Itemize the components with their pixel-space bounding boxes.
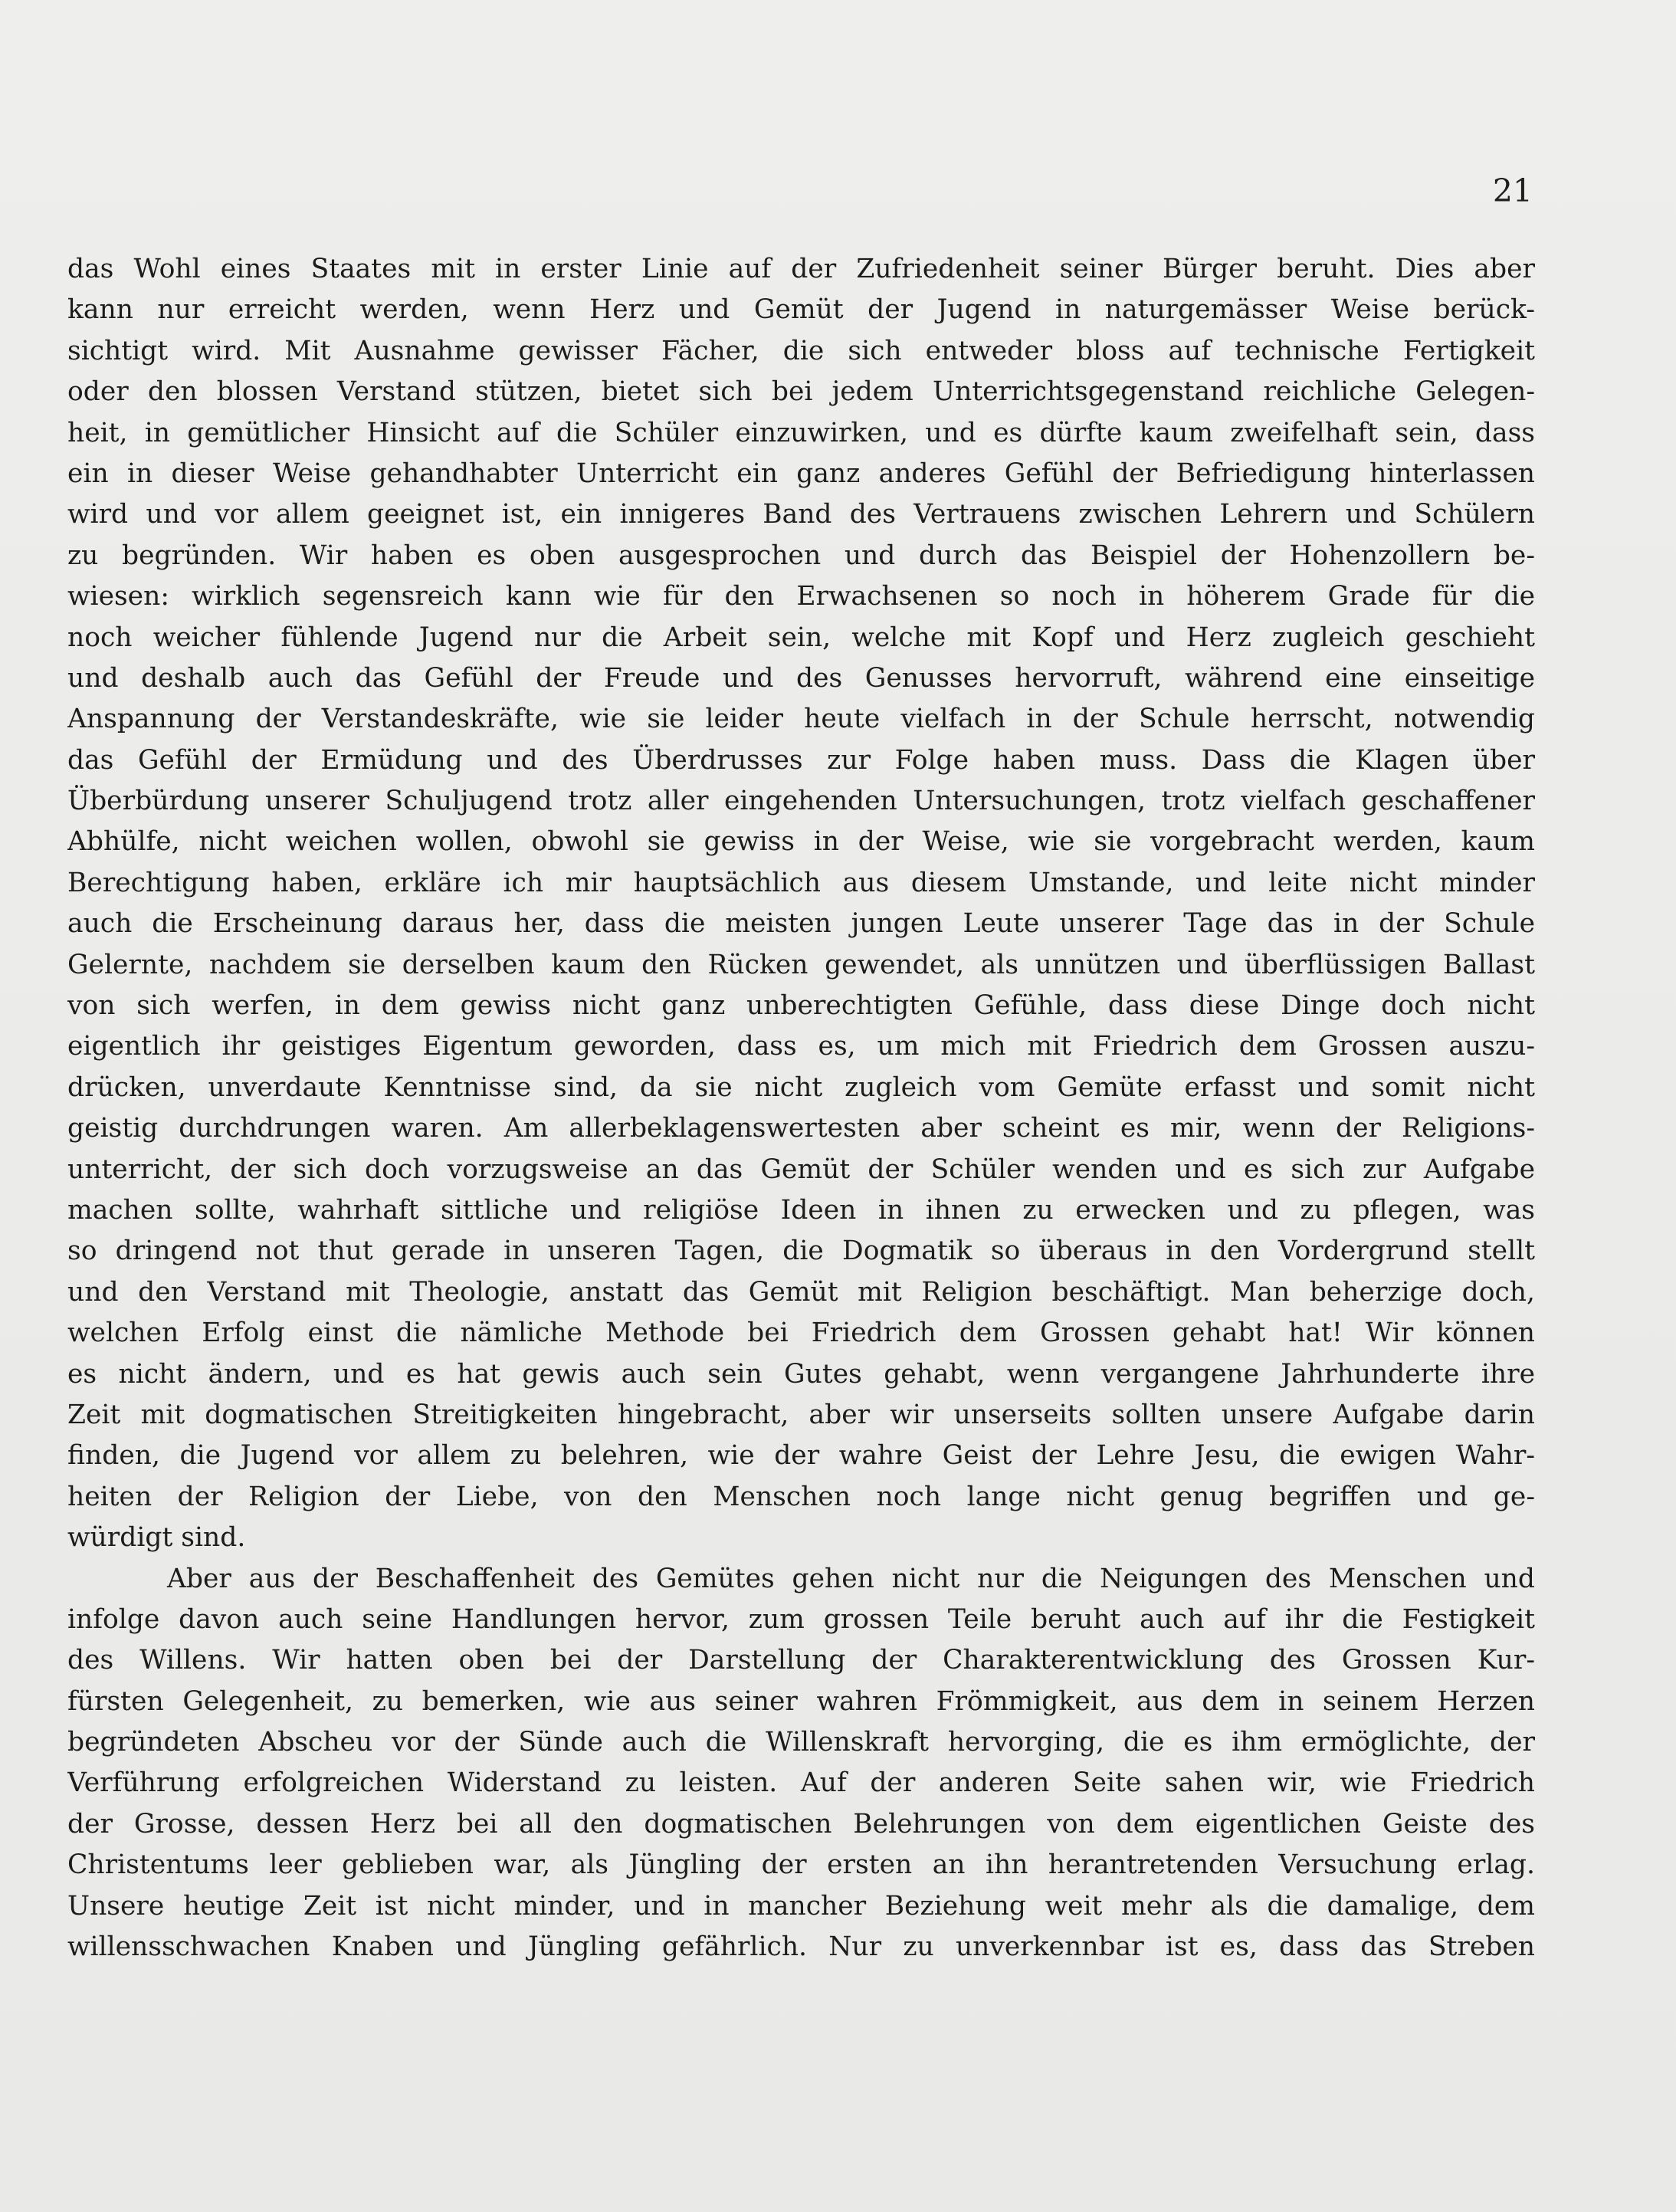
- paragraph: [67, 1559, 1535, 1968]
- text-line: ein in dieser Weise gehandhabter Unterricht ein ganz anderes Gefühl der Befriedigung hinterlassen: [67, 458, 1535, 489]
- text-line: eigentlich ihr geistiges Eigentum geworden, dass es, um mich mit Friedrich dem Grossen auszu-: [67, 1031, 1535, 1062]
- text-line: Christentums leer geblieben war, als Jüngling der ersten an ihn herantretenden Versuchung erlag.: [67, 1849, 1535, 1881]
- page-number: 21: [1492, 172, 1533, 209]
- text-line: heiten der Religion der Liebe, von den Menschen noch lange nicht genug begriffen und ge-: [67, 1481, 1535, 1512]
- text-line: Zeit mit dogmatischen Streitigkeiten hingebracht, aber wir unserseits sollten unsere Aufgabe darin: [67, 1399, 1535, 1430]
- text-line: finden, die Jugend vor allem zu belehren, wie der wahre Geist der Lehre Jesu, die ewigen Wahr-: [67, 1440, 1535, 1472]
- text-line: begründeten Abscheu vor der Sünde auch die Willenskraft hervorging, die es ihm ermöglichte, der: [67, 1727, 1535, 1758]
- text-line: Verführung erfolgreichen Widerstand zu leisten. Auf der anderen Seite sahen wir, wie Friedrich: [67, 1767, 1535, 1799]
- text-line: Aber aus der Beschaffenheit des Gemütes gehen nicht nur die Neigungen des Menschen und: [167, 1563, 1535, 1594]
- text-line: welchen Erfolg einst die nämliche Methode bei Friedrich dem Grossen gehabt hat! Wir können: [67, 1318, 1535, 1349]
- text-line: fürsten Gelegenheit, zu bemerken, wie aus seiner wahren Frömmigkeit, aus dem in seinem Herzen: [67, 1685, 1535, 1717]
- text-line: der Grosse, dessen Herz bei all den dogmatischen Belehrungen von dem eigentlichen Geiste des: [67, 1808, 1535, 1840]
- text-line: Überbürdung unserer Schuljugend trotz aller eingehenden Untersuchungen, trotz vielfach geschaffener: [67, 786, 1535, 817]
- text-line: von sich werfen, in dem gewiss nicht ganz unberechtigten Gefühle, dass diese Dinge doch nicht: [67, 990, 1535, 1022]
- paragraph: [67, 249, 1535, 1559]
- text-line: geistig durchdrungen waren. Am allerbeklagenswertesten aber scheint es mir, wenn der Religions-: [67, 1113, 1535, 1144]
- text-line: sichtigt wird. Mit Ausnahme gewisser Fächer, die sich entweder bloss auf technische Fertigkeit: [67, 335, 1535, 366]
- text-line: würdigt sind.: [67, 1522, 246, 1554]
- text-line: zu begründen. Wir haben es oben ausgesprochen und durch das Beispiel der Hohenzollern be-: [67, 540, 1535, 571]
- text-line: das Wohl eines Staates mit in erster Linie auf der Zufriedenheit seiner Bürger beruht. Dies aber: [67, 254, 1535, 284]
- text-line: es nicht ändern, und es hat gewis auch sein Gutes gehabt, wenn vergangene Jahrhunderte ihre: [67, 1358, 1535, 1390]
- text-line: oder den blossen Verstand stützen, bietet sich bei jedem Unterrichtsgegenstand reichliche Gelegen-: [67, 376, 1535, 408]
- text-line: heit, in gemütlicher Hinsicht auf die Schüler einzuwirken, und es dürfte kaum zweifelhaft sein, dass: [67, 417, 1535, 448]
- text-line: auch die Erscheinung daraus her, dass die meisten jungen Leute unserer Tage das in der Schule: [67, 908, 1535, 940]
- text-line: Unsere heutige Zeit ist nicht minder, und in mancher Beziehung weit mehr als die damalige, dem: [67, 1890, 1535, 1922]
- text-line: das Gefühl der Ermüdung und des Überdrusses zur Folge haben muss. Dass die Klagen über: [67, 744, 1535, 776]
- text-line: und deshalb auch das Gefühl der Freude und des Genusses hervorruft, während eine einseitige: [67, 662, 1535, 694]
- text-line: des Willens. Wir hatten oben bei der Darstellung der Charakterentwicklung des Grossen Kur-: [67, 1645, 1535, 1676]
- text-line: Gelernte, nachdem sie derselben kaum den Rücken gewendet, als unnützen und überflüssigen Ballast: [67, 949, 1535, 980]
- text-line: Berechtigung haben, erkläre ich mir hauptsächlich aus diesem Umstande, und leite nicht minder: [67, 867, 1535, 898]
- text-line: und den Verstand mit Theologie, anstatt das Gemüt mit Religion beschäftigt. Man beherzige doch,: [67, 1276, 1535, 1308]
- text-line: kann nur erreicht werden, wenn Herz und Gemüt der Jugend in naturgemässer Weise berück-: [67, 294, 1535, 326]
- text-line: drücken, unverdaute Kenntnisse sind, da sie nicht zugleich vom Gemüte erfasst und somit nicht: [67, 1072, 1535, 1103]
- text-line: noch weicher fühlende Jugend nur die Arbeit sein, welche mit Kopf und Herz zugleich geschieht: [67, 622, 1535, 653]
- text-line: machen sollte, wahrhaft sittliche und religiöse Ideen in ihnen zu erwecken und zu pflegen, was: [67, 1194, 1535, 1226]
- body-text: [67, 249, 1535, 1967]
- text-line: wird und vor allem geeignet ist, ein innigeres Band des Vertrauens zwischen Lehrern und Schülern: [67, 499, 1535, 530]
- text-line: unterricht, der sich doch vorzugsweise an das Gemüt der Schüler wenden und es sich zur Aufgabe: [67, 1154, 1535, 1185]
- text-line: so dringend not thut gerade in unseren Tagen, die Dogmatik so überaus in den Vordergrund stellt: [67, 1236, 1535, 1267]
- text-line: Anspannung der Verstandeskräfte, wie sie leider heute vielfach in der Schule herrscht, notwendig: [67, 704, 1535, 735]
- text-line: willensschwachen Knaben und Jüngling gefährlich. Nur zu unverkennbar ist es, dass das Streben: [67, 1931, 1535, 1963]
- text-line: wiesen: wirklich segensreich kann wie für den Erwachsenen so noch in höherem Grade für die: [67, 581, 1535, 612]
- text-line: Abhülfe, nicht weichen wollen, obwohl sie gewiss in der Weise, wie sie vorgebracht werden, kaum: [67, 826, 1535, 858]
- text-line: infolge davon auch seine Handlungen hervor, zum grossen Teile beruht auch auf ihr die Festigkeit: [67, 1603, 1535, 1635]
